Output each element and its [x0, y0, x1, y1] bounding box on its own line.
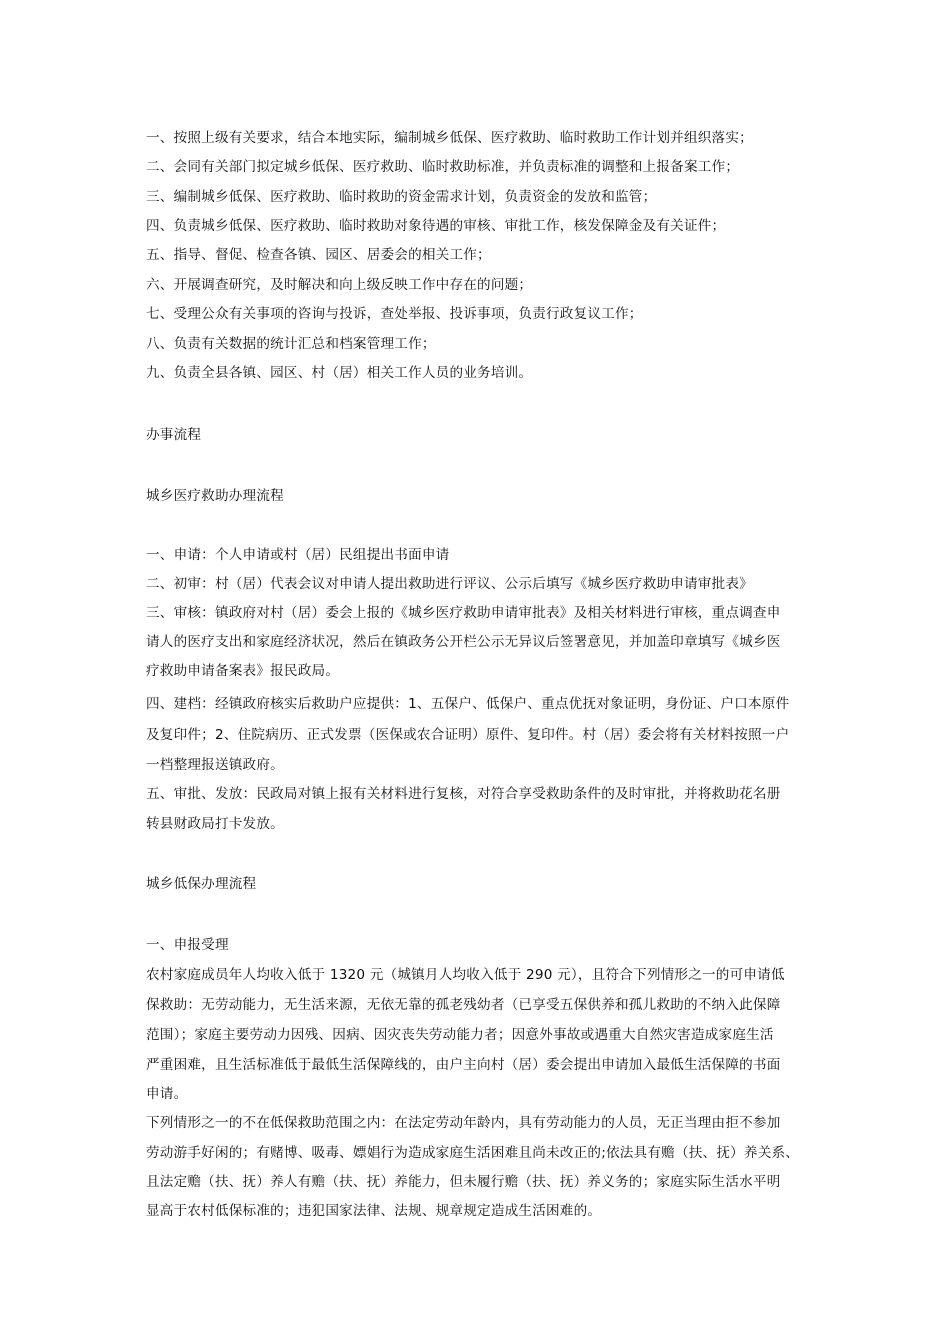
medical-line: 转县财政局打卡发放。	[146, 816, 284, 832]
medical-line: 疗救助申请备案表》报民政局。	[146, 663, 340, 679]
duty-item: 五、指导、督促、检查各镇、园区、居委会的相关工作；	[146, 247, 491, 263]
duty-item: 三、编制城乡低保、医疗救助、临时救助的资金需求计划，负责资金的发放和监管；	[146, 189, 657, 205]
duty-item: 四、负责城乡低保、医疗救助、临时救助对象待遇的审核、审批工作，核发保障金及有关证件；	[146, 218, 726, 234]
medical-line: 及复印件；2、住院病历、正式发票（医保或农合证明）原件、复印件。村（居）委会将有关材料按照一户	[146, 727, 790, 743]
duty-item: 二、会同有关部门拟定城乡低保、医疗救助、临时救助标准，并负责标准的调整和上报备案工作；	[146, 159, 740, 175]
dibao-line: 劳动游手好闲的；有赌博、吸毒、嫖娼行为造成家庭生活困难且尚未改正的;依法具有赡（扶、抚）养关系、	[146, 1145, 800, 1161]
medical-line: 请人的医疗支出和家庭经济状况，然后在镇政务公开栏公示无异议后签署意见，并加盖印章填写《城乡医	[146, 634, 781, 650]
duty-item: 八、负责有关数据的统计汇总和档案管理工作；	[146, 336, 436, 352]
dibao-procedure-title: 城乡低保办理流程	[146, 876, 257, 892]
dibao-line: 农村家庭成员年人均收入低于 1320 元（城镇月人均收入低于 290 元），且符合下列情形之一的可申请低	[146, 967, 785, 983]
medical-line: 五、审批、发放：民政局对镇上报有关材料进行复核，对符合享受救助条件的及时审批，并将救助花名册	[146, 786, 781, 802]
duty-item: 九、负责全县各镇、园区、村（居）相关工作人员的业务培训。	[146, 365, 533, 381]
duty-item: 六、开展调查研究，及时解决和向上级反映工作中存在的问题；	[146, 277, 533, 293]
medical-line: 四、建档：经镇政府核实后救助户应提供：1、五保户、低保户、重点优抚对象证明，身份证、户口本原件	[146, 696, 790, 712]
dibao-line: 严重困难，且生活标准低于最低生活保障线的，由户主向村（居）委会提出申请加入最低生活保障的书面	[146, 1057, 781, 1073]
medical-procedure-title: 城乡医疗救助办理流程	[146, 488, 284, 504]
section-title: 办事流程	[146, 427, 202, 443]
duty-item: 七、受理公众有关事项的咨询与投诉，查处举报、投诉事项，负责行政复议工作；	[146, 306, 643, 322]
medical-line: 一、申请：个人申请或村（居）民组提出书面申请	[146, 547, 450, 563]
dibao-line: 申请。	[146, 1086, 188, 1102]
medical-line: 三、审核：镇政府对村（居）委会上报的《城乡医疗救助申请审批表》及相关材料进行审核，重点调查申	[146, 605, 781, 621]
dibao-line: 下列情形之一的不在低保救助范围之内：在法定劳动年龄内，具有劳动能力的人员，无正当理由拒不参加	[146, 1115, 781, 1131]
medical-line: 二、初审：村（居）代表会议对申请人提出救助进行评议、公示后填写《城乡医疗救助申请审批表》	[146, 576, 753, 592]
dibao-line: 显高于农村低保标准的；违犯国家法律、法规、规章规定造成生活困难的。	[146, 1203, 602, 1219]
medical-line: 一档整理报送镇政府。	[146, 757, 284, 773]
dibao-line: 且法定赡（扶、抚）养人有赡（扶、抚）养能力，但未履行赡（扶、抚）养义务的；家庭实际生活水平明	[146, 1174, 781, 1190]
dibao-line: 范围）；家庭主要劳动力因残、因病、因灾丧失劳动能力者；因意外事故或遇重大自然灾害造成家庭生活	[146, 1027, 774, 1043]
duty-item: 一、按照上级有关要求，结合本地实际，编制城乡低保、医疗救助、临时救助工作计划并组织落实；	[146, 130, 753, 146]
dibao-line: 保救助：无劳动能力，无生活来源，无依无靠的孤老残幼者（已享受五保供养和孤儿救助的不纳入此保障	[146, 997, 781, 1013]
dibao-line: 一、申报受理	[146, 937, 229, 953]
